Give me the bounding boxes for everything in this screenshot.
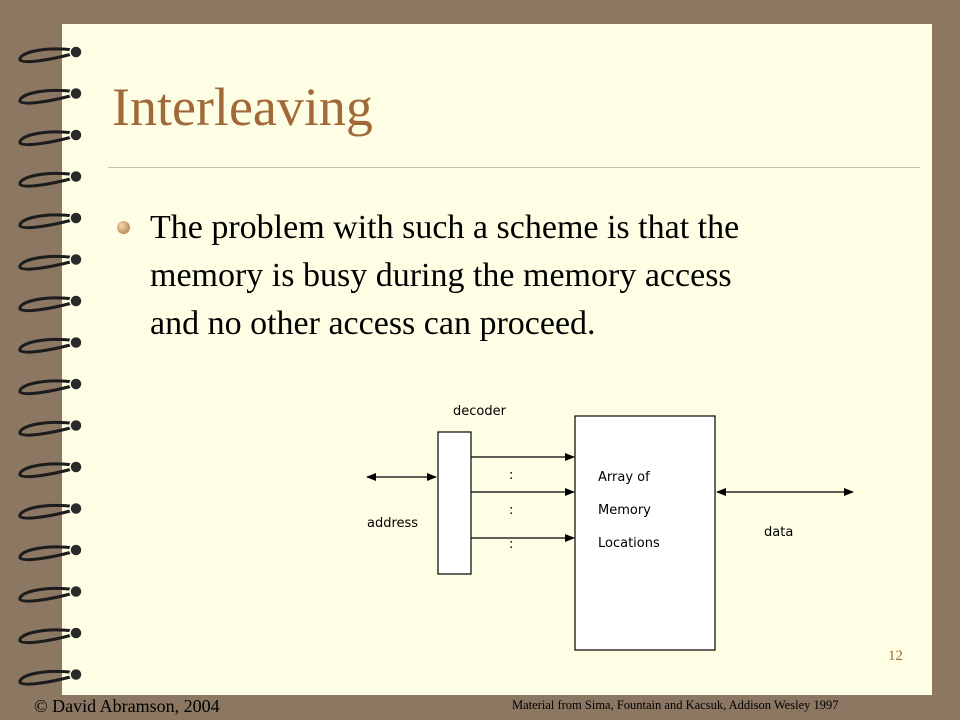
footer-copyright: © David Abramson, 2004 [34, 696, 220, 716]
decoder-box [438, 432, 471, 574]
data-label: data [764, 525, 794, 540]
array-label-line: Array of [598, 470, 650, 485]
address-label: address [367, 516, 419, 531]
array-label-line: Memory [598, 503, 651, 518]
footer-credit: Material from Sima, Fountain and Kacsuk, Addison Wesley 1997 [512, 698, 839, 712]
ellipsis-mark: : [509, 537, 514, 552]
bullet-text: The problem with such a scheme is that the memory is busy during the memory access and no other access can proceed. [150, 209, 740, 342]
ellipsis-mark: : [509, 468, 514, 483]
memory-array-box [575, 416, 715, 650]
ellipsis-mark: : [509, 503, 514, 518]
slide-title: Interleaving [112, 77, 373, 137]
array-label-line: Locations [598, 536, 660, 551]
decoder-label: decoder [453, 404, 506, 419]
page-number: 12 [888, 648, 903, 664]
